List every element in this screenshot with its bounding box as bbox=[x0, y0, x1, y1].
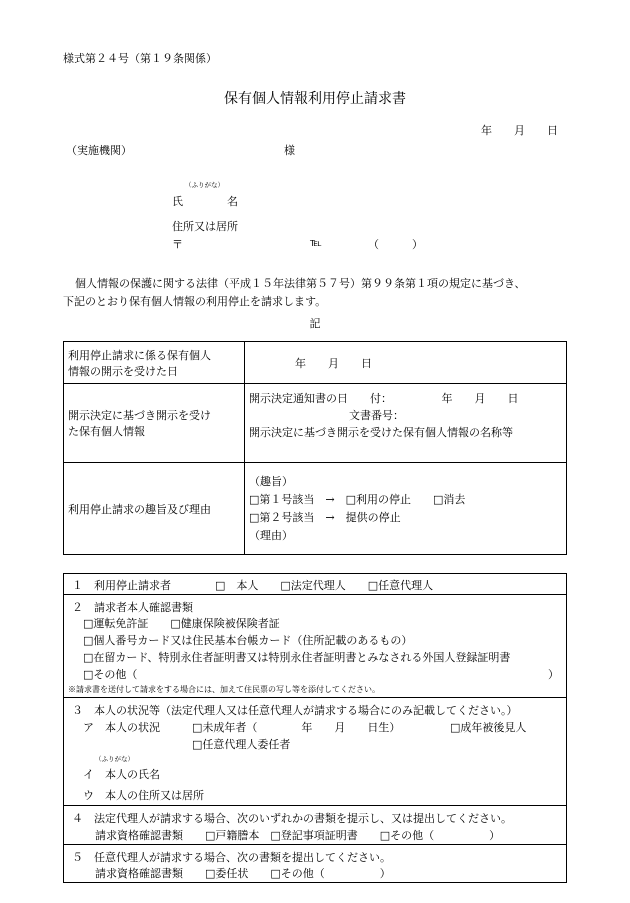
address-label: 住所又は居所 bbox=[172, 220, 238, 233]
tel-paren: （ ） bbox=[368, 238, 423, 251]
voluntary-agent-docs[interactable]: 請求資格確認書類 □委任状 □その他（ ） bbox=[95, 867, 391, 880]
name-label: 氏 名 bbox=[172, 195, 238, 208]
postal-mark: 〒 bbox=[172, 238, 183, 251]
section-2-title: ２ 請求者本人確認書類 bbox=[72, 601, 193, 614]
agency-suffix: 様 bbox=[284, 144, 295, 157]
principal-name-label[interactable]: イ 本人の氏名 bbox=[83, 768, 160, 781]
section-1 bbox=[63, 573, 567, 595]
furigana-label: （ふりがな） bbox=[185, 181, 224, 189]
id-doc-option[interactable]: □在留カード、特別永住者証明書又は特別永住者証明書とみなされる外国人登録証明書 bbox=[83, 651, 511, 664]
principal-furigana-label: （ふりがな） bbox=[95, 755, 134, 763]
intro-line-1: 個人情報の保護に関する法律（平成１５年法律第５７号）第９９条第１項の規定に基づき、 bbox=[75, 277, 526, 290]
legal-agent-docs[interactable]: 請求資格確認書類 □戸籍謄本 □登記事項証明書 □その他（ ） bbox=[95, 829, 501, 842]
section-5 bbox=[63, 844, 567, 883]
section-4 bbox=[63, 805, 567, 845]
form-number: 様式第２４号（第１９条関係） bbox=[63, 52, 217, 65]
principal-status-label: ア 本人の状況 bbox=[83, 721, 160, 734]
table-row bbox=[64, 384, 567, 463]
paren-close: ） bbox=[548, 668, 559, 681]
minor-option[interactable]: □未成年者（ 年 月 日生） bbox=[192, 721, 401, 734]
id-doc-option[interactable]: □運転免許証 □健康保険被保険者証 bbox=[83, 617, 280, 630]
intro-line-2: 下記のとおり保有個人情報の利用停止を請求します。 bbox=[63, 295, 327, 308]
principal-address-label[interactable]: ウ 本人の住所又は居所 bbox=[83, 789, 204, 802]
row2-value[interactable]: 開示決定通知書の日 付： 年 月 日 文書番号： 開示決定に基づき開示を受けた保有個人情報の名称等 bbox=[245, 384, 567, 463]
section-5-title: ５ 任意代理人が請求する場合、次の書類を提出してください。 bbox=[72, 851, 391, 864]
id-doc-option[interactable]: □個人番号カード又は住民基本台帳カード（住所記載のあるもの） bbox=[83, 634, 413, 647]
date-line: 年 月 日 bbox=[481, 124, 558, 137]
page-title: 保有個人情報利用停止請求書 bbox=[224, 91, 406, 107]
requester-type[interactable]: １ 利用停止請求者 □ 本人 □法定代理人 □任意代理人 bbox=[72, 579, 434, 592]
table-row bbox=[64, 342, 567, 384]
adult-ward-option[interactable]: □成年被後見人 bbox=[450, 721, 527, 734]
section-4-title: ４ 法定代理人が請求する場合、次のいずれかの書類を提示し、又は提出してください。 bbox=[72, 812, 512, 825]
row3-value[interactable]: （趣旨） □第１号該当 → □利用の停止 □消去 □第２号該当 → 提供の停止 （理由） bbox=[245, 463, 567, 555]
row3-label: 利用停止請求の趣旨及び理由 bbox=[64, 463, 245, 555]
section-3-title: ３ 本人の状況等（法定代理人又は任意代理人が請求する場合にのみ記載してください。） bbox=[72, 704, 518, 717]
row1-label: 利用停止請求に係る保有個人 情報の開示を受けた日 bbox=[64, 342, 245, 384]
section-2 bbox=[63, 594, 567, 698]
section-3 bbox=[63, 697, 567, 806]
id-doc-option[interactable]: □その他（ bbox=[83, 668, 138, 681]
mail-note: ※請求書を送付して請求をする場合には、加えて住民票の写し等を添付してください。 bbox=[68, 685, 380, 694]
request-table bbox=[63, 341, 567, 555]
row2-label: 開示決定に基づき開示を受け た保有個人情報 bbox=[64, 384, 245, 463]
table-row bbox=[64, 463, 567, 555]
tel-mark: ℡ bbox=[310, 236, 322, 249]
agency-label: （実施機関） bbox=[66, 144, 132, 157]
row1-value[interactable]: 年 月 日 bbox=[245, 342, 567, 384]
ki-label: 記 bbox=[309, 317, 321, 330]
delegator-option[interactable]: □任意代理人委任者 bbox=[192, 738, 291, 751]
